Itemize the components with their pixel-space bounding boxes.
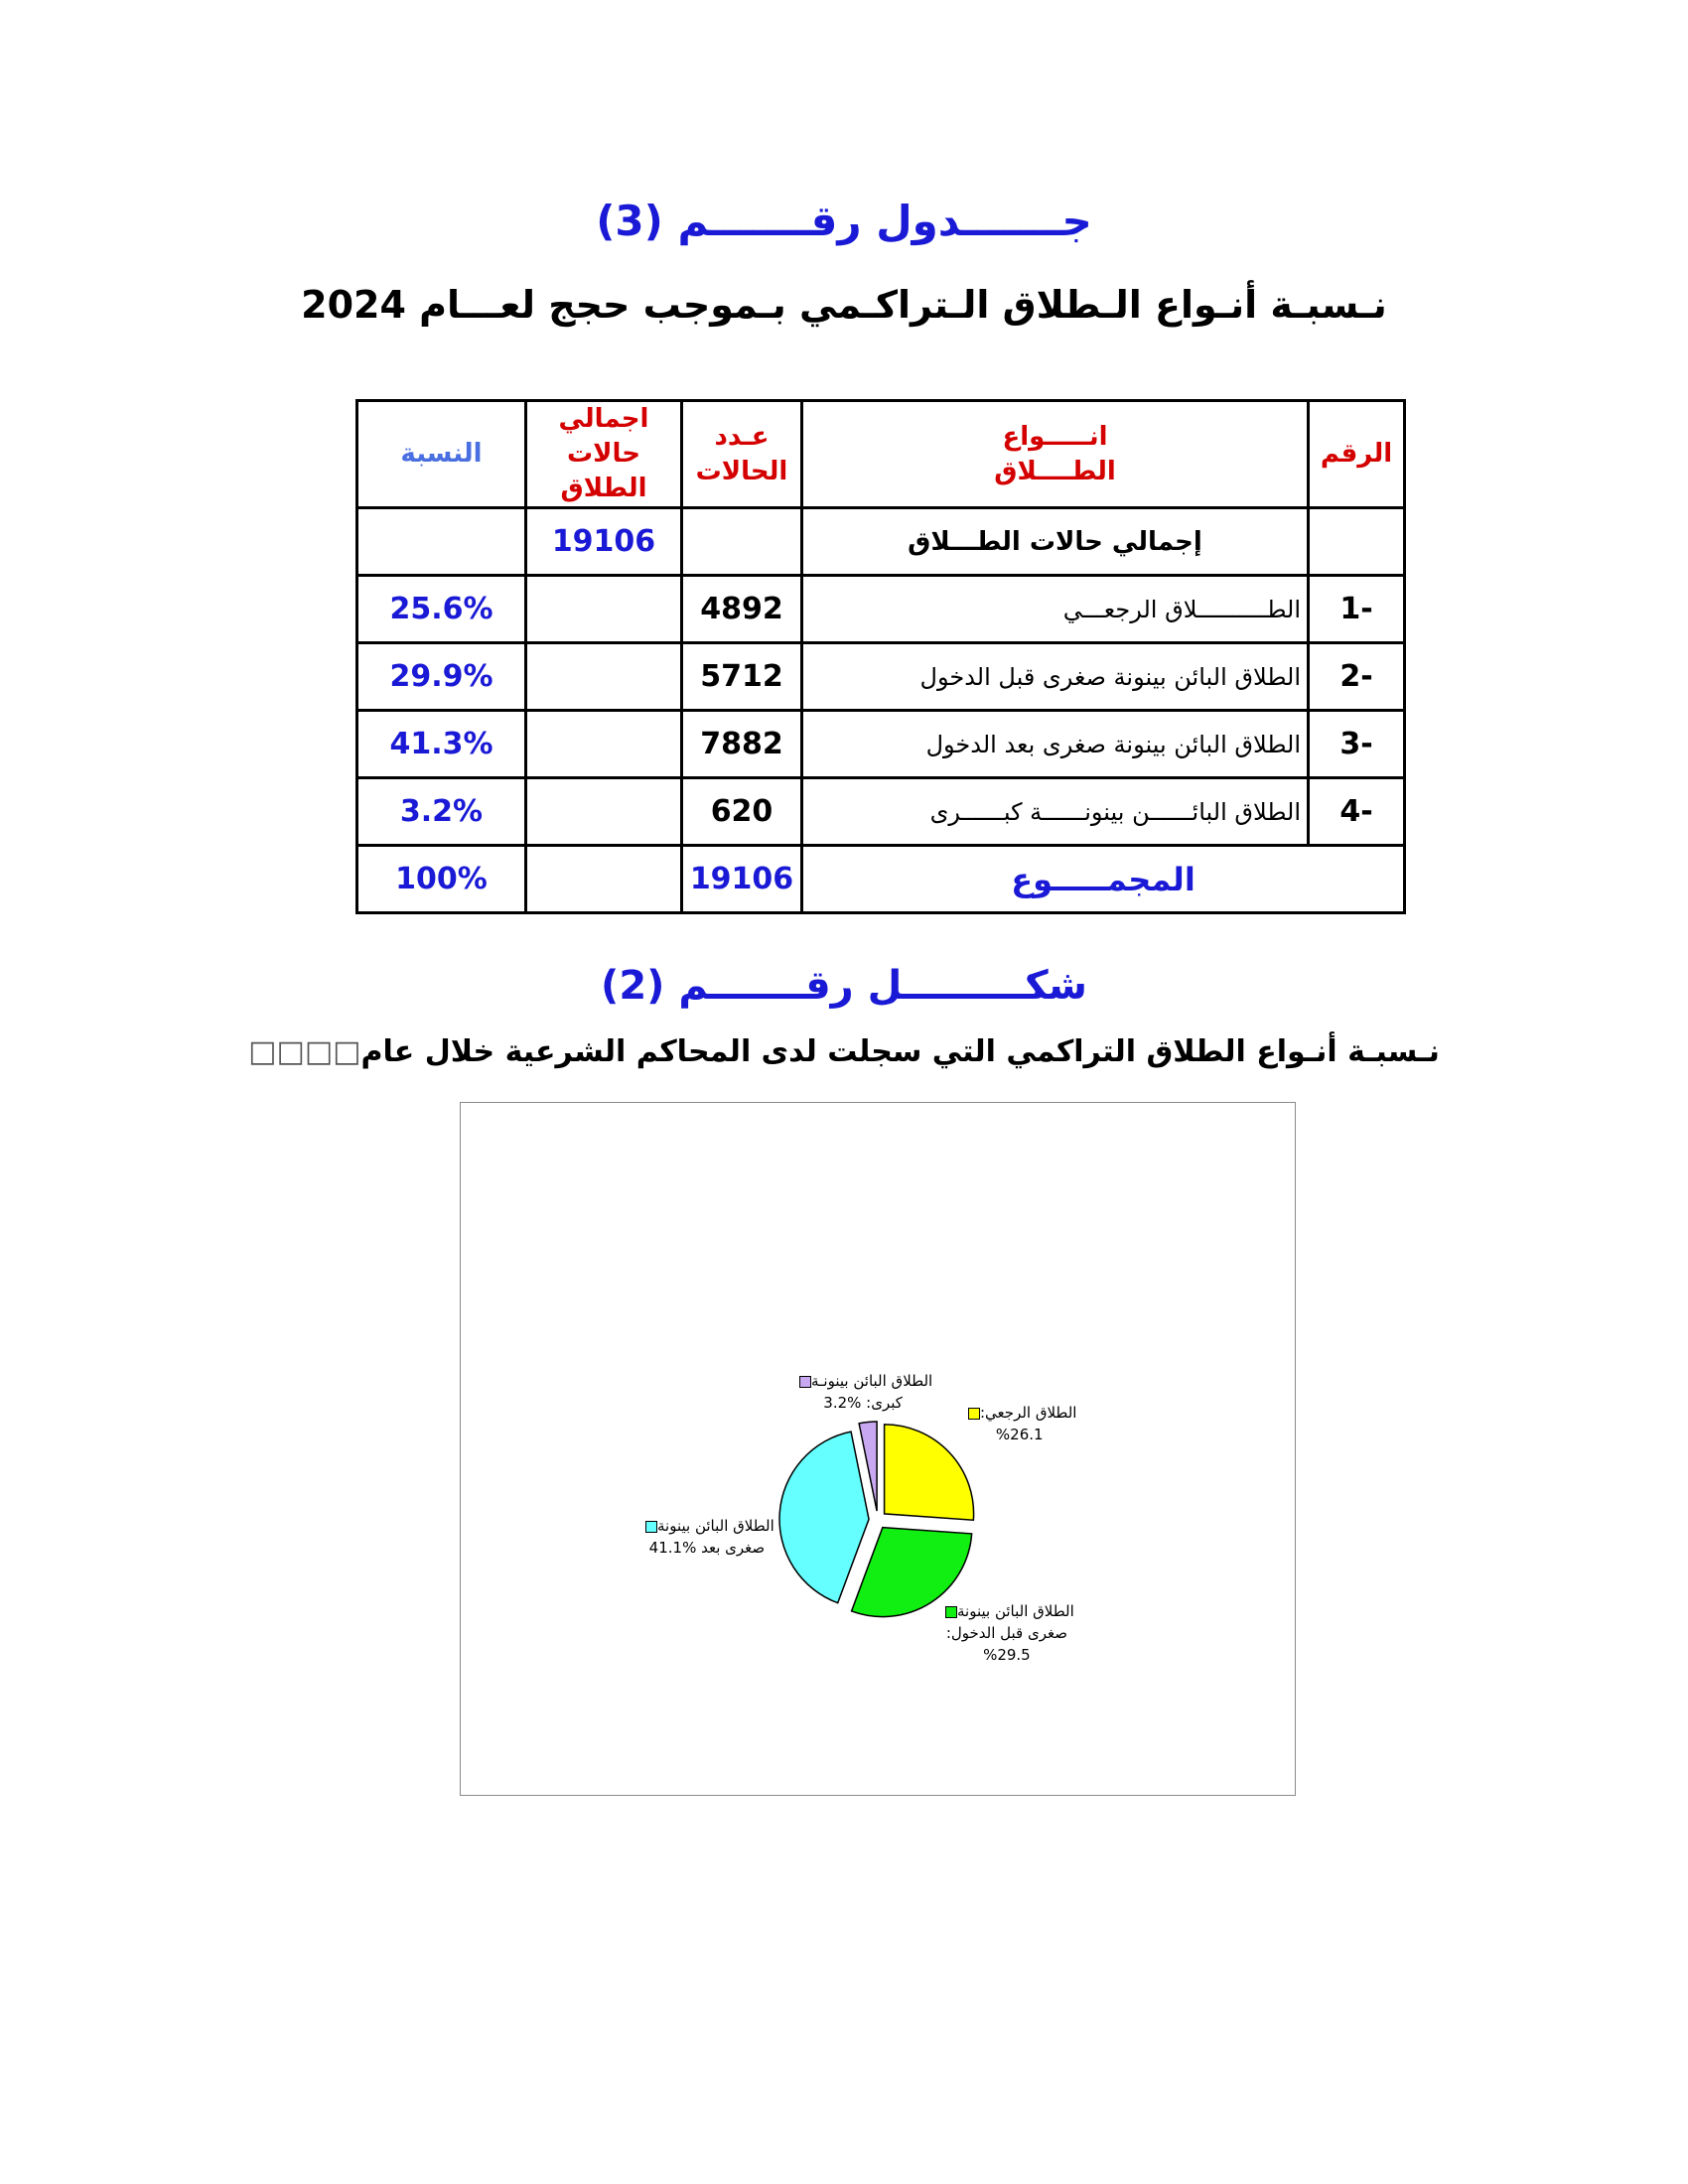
pie-label-kubra	[793, 1371, 932, 1415]
header-types	[802, 401, 1309, 508]
cell-empty	[526, 711, 682, 778]
row-count: 7882	[682, 711, 802, 778]
header-types-line1: انـــــواع	[1002, 421, 1108, 452]
header-percent: النسبة	[357, 401, 526, 508]
row-number: -2	[1309, 643, 1405, 711]
pie-label-line: الطلاق البائن بينونة	[639, 1516, 774, 1538]
table-row	[357, 711, 1405, 778]
row-count: 620	[682, 778, 802, 846]
table-title: جـــــــدول رقـــــــم (3)	[596, 197, 1092, 245]
header-total-line2: حالات الطلاق	[560, 439, 647, 504]
cell-empty	[526, 576, 682, 643]
row-count: 5712	[682, 643, 802, 711]
header-total	[526, 401, 682, 508]
pie-label-raj-i	[962, 1403, 1076, 1446]
sum-label: المجمـــــوع	[802, 846, 1405, 913]
pie-chart	[461, 1103, 1295, 1795]
pie-label-line: %26.1	[995, 1425, 1044, 1443]
row-percent: 3.2%	[357, 778, 526, 846]
header-number: الرقم	[1309, 401, 1405, 508]
legend-swatch	[799, 1376, 811, 1388]
cell-empty	[357, 508, 526, 576]
pie-slice-raj-i	[885, 1425, 974, 1520]
header-count	[682, 401, 802, 508]
table-row	[357, 576, 1405, 643]
pie-label-before-entry	[939, 1601, 1074, 1666]
cell-empty	[526, 846, 682, 913]
header-types-line2: الطــــلاق	[994, 456, 1116, 486]
pie-chart-frame	[460, 1102, 1296, 1796]
figure-title: شكـــــــــل رقـــــــم (2)	[601, 963, 1087, 1009]
pie-label-after-entry	[639, 1516, 774, 1560]
sum-percent: 100%	[357, 846, 526, 913]
header-total-line1: اجمالي	[558, 404, 649, 434]
header-count-line1: عـدد	[714, 421, 770, 452]
pie-label-line: كبرى: %3.2	[823, 1393, 903, 1412]
row-type: الطلاق البائن بينونة صغرى بعد الدخول	[802, 711, 1309, 778]
table-sum-row	[357, 846, 1405, 913]
figure-subtitle	[0, 1034, 1688, 1069]
legend-swatch	[968, 1408, 980, 1420]
header-count-line2: الحالات	[695, 456, 788, 486]
sum-count: 19106	[682, 846, 802, 913]
row-count: 4892	[682, 576, 802, 643]
pie-label-line: صغرى قبل الدخول:	[945, 1623, 1067, 1642]
row-number: -3	[1309, 711, 1405, 778]
row-type: الطــــــــــلاق الرجعـــي	[802, 576, 1309, 643]
figure-subtitle-text: نـسبـة أنـواع الطلاق التراكمي التي سجلت لدى المحاكم الشرعية خلال عام	[360, 1034, 1440, 1069]
cell-empty	[1309, 508, 1405, 576]
pie-label-line: %29.5	[983, 1645, 1031, 1664]
cell-empty	[526, 778, 682, 846]
row-percent: 29.9%	[357, 643, 526, 711]
table-row	[357, 778, 1405, 846]
total-cases-value: 19106	[526, 508, 682, 576]
total-cases-label: إجمالي حالات الطـــلاق	[802, 508, 1309, 576]
row-type: الطلاق البائن بينونة صغرى قبل الدخول	[802, 643, 1309, 711]
pie-label-line: الطلاق البائن بينونة	[939, 1601, 1074, 1623]
cell-empty	[682, 508, 802, 576]
legend-swatch	[945, 1606, 957, 1618]
table-header-row	[357, 401, 1405, 508]
row-percent: 25.6%	[357, 576, 526, 643]
legend-swatch	[645, 1521, 657, 1533]
table-row	[357, 643, 1405, 711]
figure-subtitle-glyphs: □□□□	[248, 1034, 361, 1069]
pie-label-line: الطلاق الرجعي:	[962, 1403, 1076, 1425]
table-subtitle: نـسبـة أنـواع الـطلاق الـتراكـمي بـموجب حجج لعـــام 2024	[301, 283, 1387, 327]
row-type: الطلاق البائــــــن بينونــــــة كبــــــرى	[802, 778, 1309, 846]
row-percent: 41.3%	[357, 711, 526, 778]
cell-empty	[526, 643, 682, 711]
pie-label-line: صغرى بعد %41.1	[648, 1538, 766, 1557]
row-number: -4	[1309, 778, 1405, 846]
table-row-total-cases	[357, 508, 1405, 576]
row-number: -1	[1309, 576, 1405, 643]
pie-slice-after-entry	[779, 1432, 869, 1603]
divorce-types-table	[355, 399, 1406, 914]
pie-label-line: الطلاق البائن بينونـة	[793, 1371, 932, 1393]
